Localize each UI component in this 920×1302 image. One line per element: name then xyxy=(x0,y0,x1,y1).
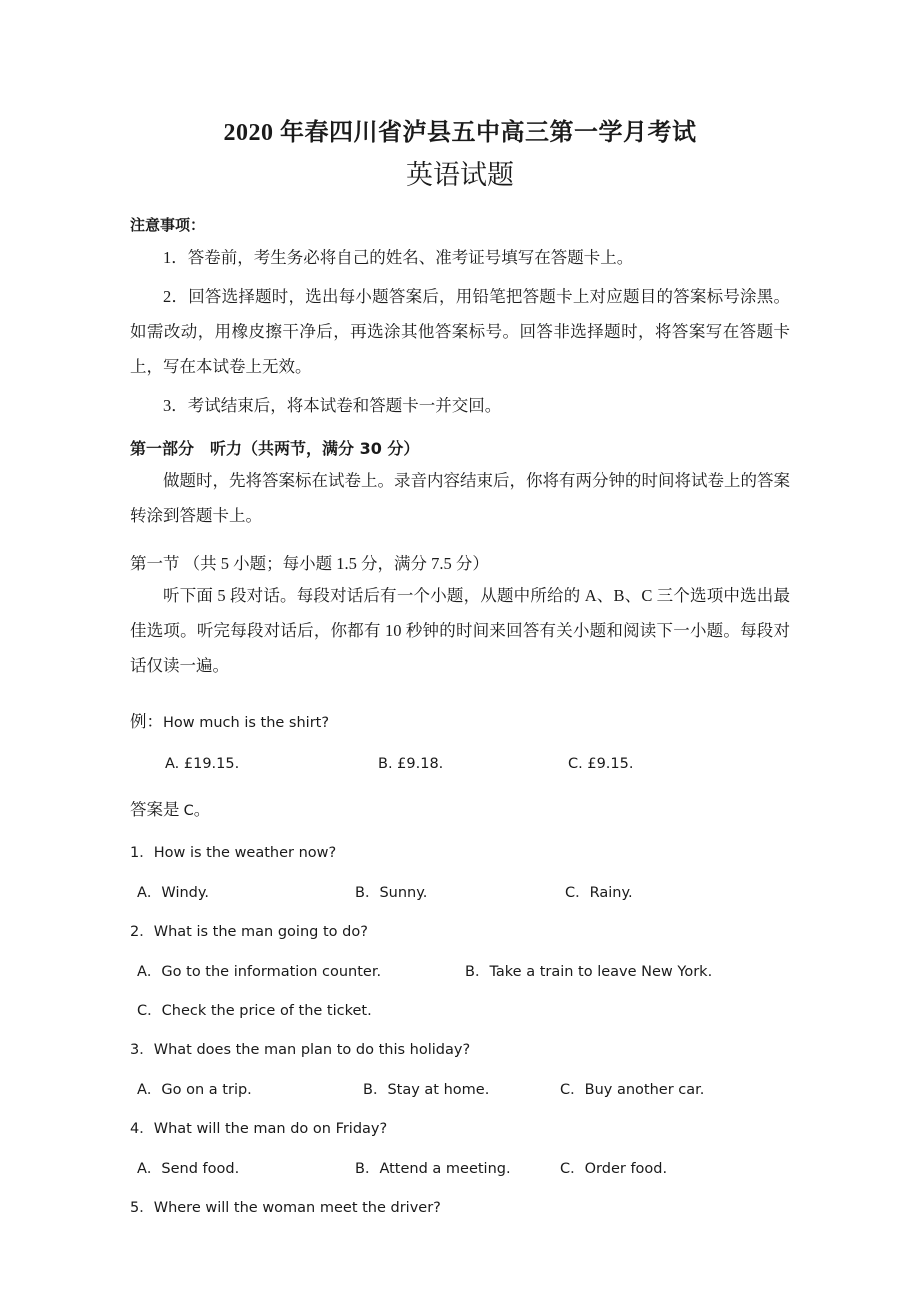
question-5 xyxy=(130,1179,790,1219)
example-option-c[interactable]: C. £9.15. xyxy=(568,756,634,773)
example-answer xyxy=(130,776,790,822)
example-options xyxy=(130,734,790,776)
question-3-options xyxy=(130,1061,790,1100)
question-1-option-a[interactable]: A．Windy. xyxy=(137,885,209,902)
example-question xyxy=(130,684,790,734)
page-subtitle: 英语试题 xyxy=(406,160,514,191)
question-1-text: How is the weather now? xyxy=(153,845,337,862)
document-body xyxy=(130,0,790,1219)
question-2-option-b[interactable]: B．Take a train to leave New York. xyxy=(465,964,713,981)
question-3-option-c[interactable]: C．Buy another car. xyxy=(560,1082,705,1099)
question-1-number: 1． xyxy=(130,845,154,862)
question-1-option-c[interactable]: C．Rainy. xyxy=(565,885,633,902)
question-2-options-row-2 xyxy=(130,982,790,1021)
question-3-option-b[interactable]: B．Stay at home. xyxy=(363,1082,490,1099)
question-3 xyxy=(130,1021,790,1061)
page-title: 2020 年春四川省泸县五中高三第一学月考试 xyxy=(223,120,697,146)
question-4-text: What will the man do on Friday? xyxy=(153,1121,388,1138)
question-1-option-b[interactable]: B．Sunny. xyxy=(355,885,428,902)
question-3-text: What does the man plan to do this holiday? xyxy=(153,1042,471,1059)
question-5-number: 5． xyxy=(130,1200,154,1217)
question-4-option-b[interactable]: B．Attend a meeting. xyxy=(355,1161,511,1178)
notice-heading: 注意事项： xyxy=(130,216,206,235)
question-4 xyxy=(130,1100,790,1140)
question-2 xyxy=(130,903,790,943)
question-2-option-c[interactable]: C．Check the price of the ticket. xyxy=(137,1003,372,1020)
question-3-option-a[interactable]: A．Go on a trip. xyxy=(137,1082,252,1099)
question-3-number: 3． xyxy=(130,1042,154,1059)
section-one-directions: 听下面 5 段对话。每段对话后有一个小题，从题中所给的 A、B、C 三个选项中选出最佳选项。听完每段对话后，你都有 10 秒钟的时间来回答有关小题和阅读下一小题。每段对话仅读一遍。 xyxy=(130,586,790,676)
question-4-option-a[interactable]: A．Send food. xyxy=(137,1161,240,1178)
question-2-option-a[interactable]: A．Go to the information counter. xyxy=(137,964,382,981)
question-5-text: Where will the woman meet the driver? xyxy=(153,1200,441,1217)
notice-item-1: 1．答卷前，考生务必将自己的姓名、准考证号填写在答题卡上。 xyxy=(163,247,634,267)
question-4-options xyxy=(130,1140,790,1179)
notice-item-3: 3．考试结束后，将本试卷和答题卡一并交回。 xyxy=(163,395,502,415)
example-option-b[interactable]: B. £9.18. xyxy=(378,756,444,773)
example-question-text: How much is the shirt? xyxy=(163,715,330,732)
question-2-options-row-1 xyxy=(130,943,790,982)
question-1-options xyxy=(130,864,790,903)
question-1 xyxy=(130,822,790,864)
example-answer-suffix: 。 xyxy=(193,800,211,820)
section-one-heading: 第一节 （共 5 小题；每小题 1.5 分，满分 7.5 分） xyxy=(130,554,489,574)
example-option-a[interactable]: A. £19.15. xyxy=(165,756,240,773)
question-4-option-c[interactable]: C．Order food. xyxy=(560,1161,668,1178)
example-answer-prefix: 答案是 xyxy=(130,800,184,820)
part-one-heading: 第一部分 听力（共两节，满分 30 分） xyxy=(130,438,420,458)
example-answer-value: C xyxy=(183,803,194,820)
example-label: 例： xyxy=(130,712,163,732)
question-2-text: What is the man going to do? xyxy=(153,924,368,941)
question-2-number: 2． xyxy=(130,924,154,941)
notice-item-2: 2．回答选择题时，选出每小题答案后，用铅笔把答题卡上对应题目的答案标号涂黑。如需改动，用橡皮擦干净后，再选涂其他答案标号。回答非选择题时，将答案写在答题卡上，写在本试卷上无效。 xyxy=(130,286,790,376)
question-4-number: 4． xyxy=(130,1121,154,1138)
part-one-intro: 做题时，先将答案标在试卷上。录音内容结束后，你将有两分钟的时间将试卷上的答案转涂到答题卡上。 xyxy=(130,471,790,526)
